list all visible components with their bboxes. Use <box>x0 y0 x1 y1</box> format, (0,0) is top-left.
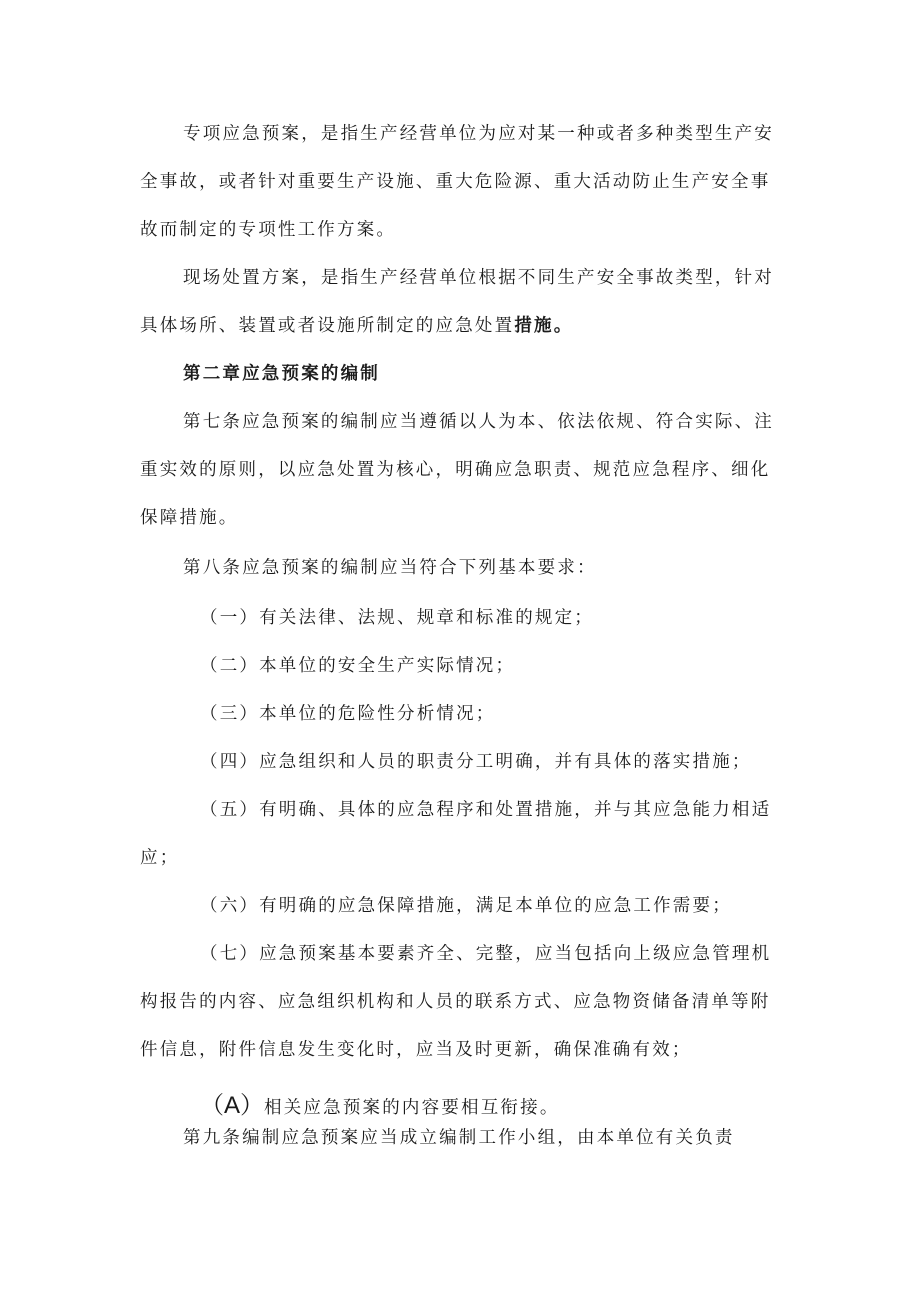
item2: （二）本单位的安全生产实际情况； <box>200 656 516 676</box>
item7-line2: 构报告的内容、应急组织机构和人员的联系方式、应急物资储备清单等附 <box>140 992 771 1012</box>
chapter-title: 第二章应急预案的编制 <box>183 364 380 384</box>
item8-prefix: （A） <box>200 1092 265 1119</box>
article7-line3: 保障措施。 <box>140 508 239 528</box>
item7-line3: 件信息，附件信息发生变化时，应当及时更新，确保准确有效； <box>140 1040 692 1060</box>
item5-line1: （五）有明确、具体的应急程序和处置措施，并与其应急能力相适 <box>200 800 772 820</box>
item7-line1: （七）应急预案基本要素齐全、完整，应当包括向上级应急管理机 <box>200 944 772 964</box>
article9: 第九条编制应急预案应当成立编制工作小组，由本单位有关负责 <box>183 1128 735 1148</box>
article7-line2: 重实效的原则，以应急处置为核心，明确应急职责、规范应急程序、细化 <box>140 460 771 480</box>
item1: （一）有关法律、法规、规章和标准的规定； <box>200 608 594 628</box>
item8-text: 相关应急预案的内容要相互衔接。 <box>264 1098 560 1118</box>
item3: （三）本单位的危险性分析情况； <box>200 704 496 724</box>
article7-line1: 第七条应急预案的编制应当遵循以人为本、依法依规、符合实际、注 <box>183 412 774 432</box>
item4: （四）应急组织和人员的职责分工明确，并有具体的落实措施； <box>200 752 752 772</box>
para2-line2 <box>140 302 790 350</box>
item5-line2: 应； <box>140 848 180 868</box>
para2-line2-bold: 措施。 <box>514 316 574 336</box>
para1-line3: 故而制定的专项性工作方案。 <box>140 220 397 240</box>
item6: （六）有明确的应急保障措施，满足本单位的应急工作需要； <box>200 896 732 916</box>
para1-line1: 专项应急预案，是指生产经营单位为应对某一种或者多种类型生产安 <box>183 124 774 144</box>
para1-line2: 全事故，或者针对重要生产设施、重大危险源、重大活动防止生产安全事 <box>140 172 771 192</box>
article8: 第八条应急预案的编制应当符合下列基本要求： <box>183 558 597 578</box>
para2-line1: 现场处置方案，是指生产经营单位根据不同生产安全事故类型，针对 <box>183 268 774 288</box>
para2-line2-text: 具体场所、装置或者设施所制定的应急处置 <box>140 316 515 336</box>
